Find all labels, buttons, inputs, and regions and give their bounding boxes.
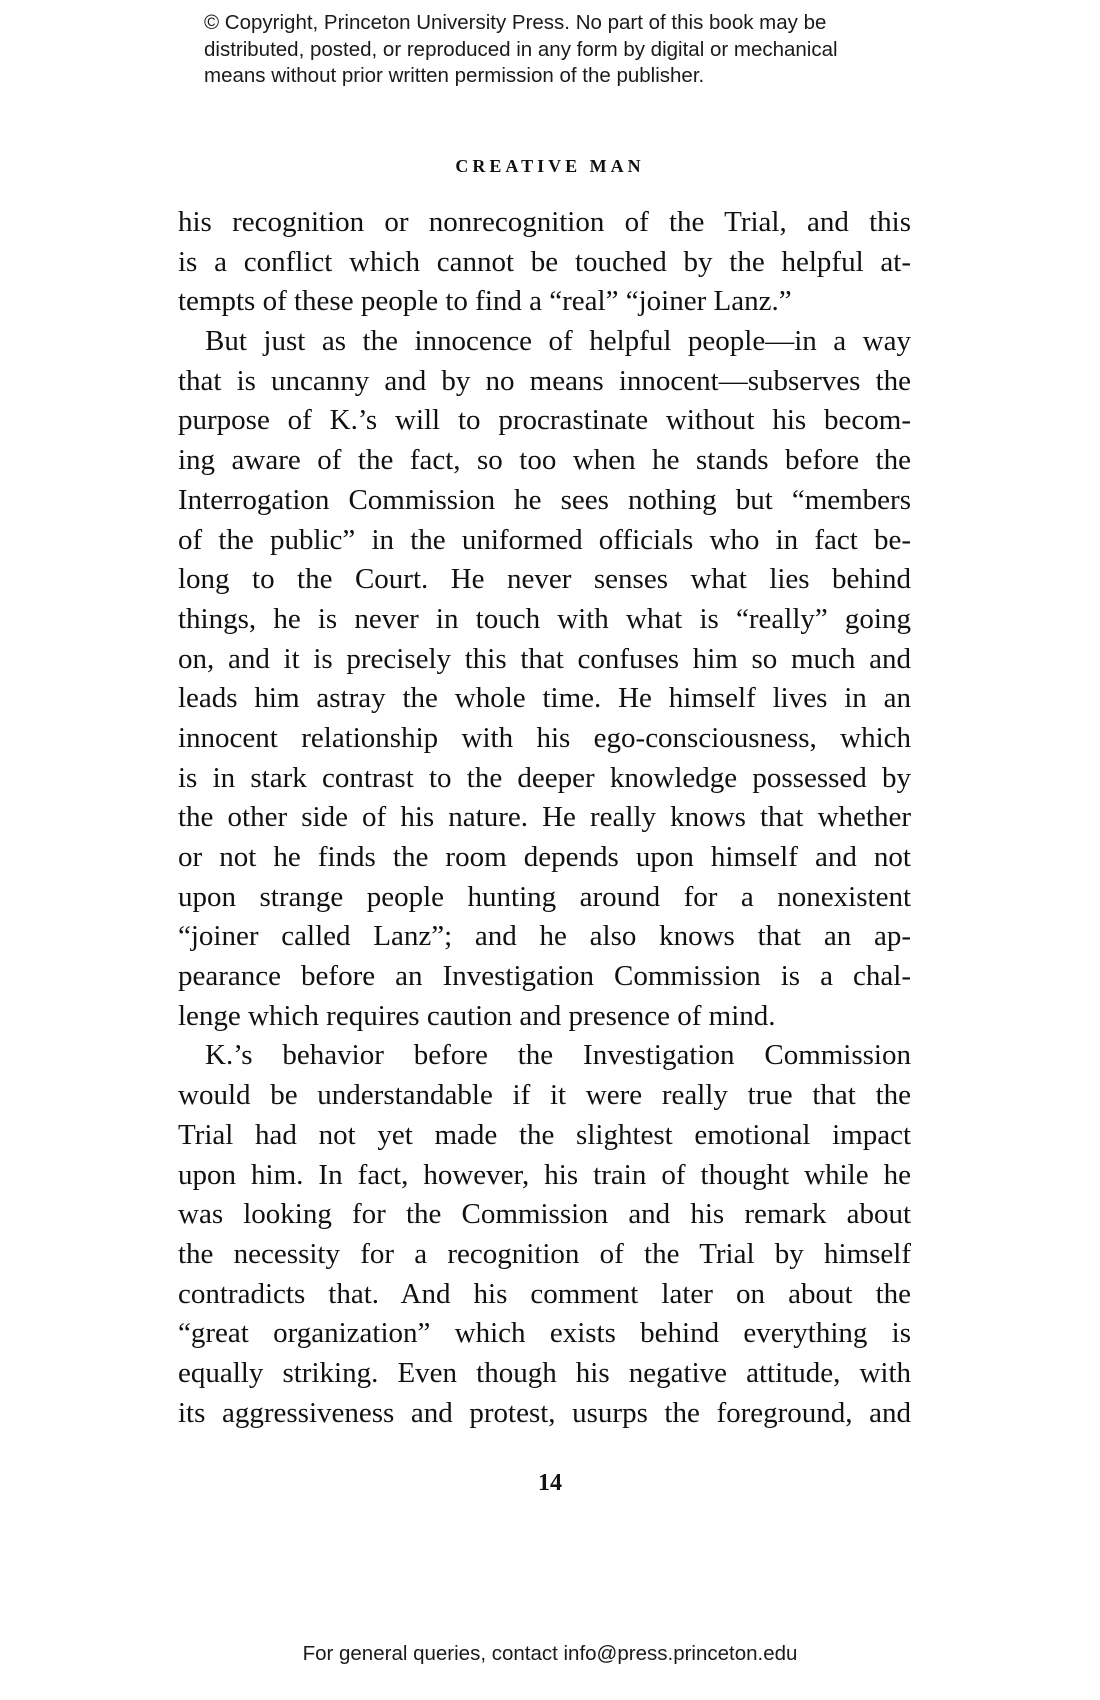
text-line: would be understandable if it were really true that the bbox=[178, 1079, 911, 1112]
text-line: long to the Court. He never senses what lies behind bbox=[178, 563, 911, 596]
text-line: “great organization” which exists behind everything is bbox=[178, 1317, 911, 1350]
text-line: purpose of K.’s will to procrastinate without his becom- bbox=[178, 404, 911, 437]
text-line: leads him astray the whole time. He himself lives in an bbox=[178, 682, 911, 715]
text-line: was looking for the Commission and his remark about bbox=[178, 1198, 911, 1231]
text-line: upon him. In fact, however, his train of thought while he bbox=[178, 1158, 911, 1191]
copyright-line: means without prior written permission of the publisher. bbox=[204, 64, 705, 87]
text-line: things, he is never in touch with what is “really” going bbox=[178, 602, 911, 635]
text-line: K.’s behavior before the Investigation Commission bbox=[205, 1039, 911, 1072]
copyright-line: distributed, posted, or reproduced in any form by digital or mechanical bbox=[204, 37, 838, 61]
text-line: upon strange people hunting around for a nonexistent bbox=[178, 880, 911, 913]
text-line: “joiner called Lanz”; and he also knows that an ap- bbox=[178, 920, 911, 953]
text-line: tempts of these people to find a “real” “joiner Lanz.” bbox=[178, 285, 792, 318]
text-line: But just as the innocence of helpful people—in a way bbox=[205, 325, 911, 358]
page-number: 14 bbox=[538, 1470, 562, 1496]
text-line: Interrogation Commission he sees nothing but “members bbox=[178, 483, 911, 516]
text-line: his recognition or nonrecognition of the Trial, and this bbox=[178, 206, 911, 238]
text-line: Trial had not yet made the slightest emotional impact bbox=[178, 1118, 911, 1151]
text-line: lenge which requires caution and presence of mind. bbox=[178, 999, 776, 1032]
text-line: on, and it is precisely this that confuses him so much and bbox=[178, 642, 911, 675]
text-line: ing aware of the fact, so too when he stands before the bbox=[178, 444, 911, 477]
text-line: the other side of his nature. He really knows that whether bbox=[178, 801, 911, 834]
text-line: is a conflict which cannot be touched by the helpful at- bbox=[178, 245, 911, 278]
copyright-notice bbox=[204, 10, 964, 90]
text-line: or not he finds the room depends upon himself and not bbox=[178, 841, 911, 873]
text-line: the necessity for a recognition of the Trial by himself bbox=[178, 1237, 911, 1270]
running-head: CREATIVE MAN bbox=[455, 156, 645, 176]
text-line: of the public” in the uniformed officials who in fact be- bbox=[178, 523, 911, 556]
text-line: equally striking. Even though his negative attitude, with bbox=[178, 1356, 911, 1389]
text-line: pearance before an Investigation Commission is a chal- bbox=[178, 960, 911, 993]
copyright-line: © Copyright, Princeton University Press. No part of this book may be bbox=[204, 11, 827, 34]
text-line: innocent relationship with his ego-consciousness, which bbox=[178, 721, 911, 754]
text-line: is in stark contrast to the deeper knowledge possessed by bbox=[178, 761, 911, 794]
text-line: that is uncanny and by no means innocent—subserves the bbox=[178, 364, 911, 397]
footer-contact: For general queries, contact info@press.princeton.edu bbox=[302, 1642, 798, 1665]
body-text bbox=[178, 203, 911, 1433]
text-line: its aggressiveness and protest, usurps the foreground, and bbox=[178, 1396, 911, 1429]
text-line: contradicts that. And his comment later on about the bbox=[178, 1277, 911, 1310]
